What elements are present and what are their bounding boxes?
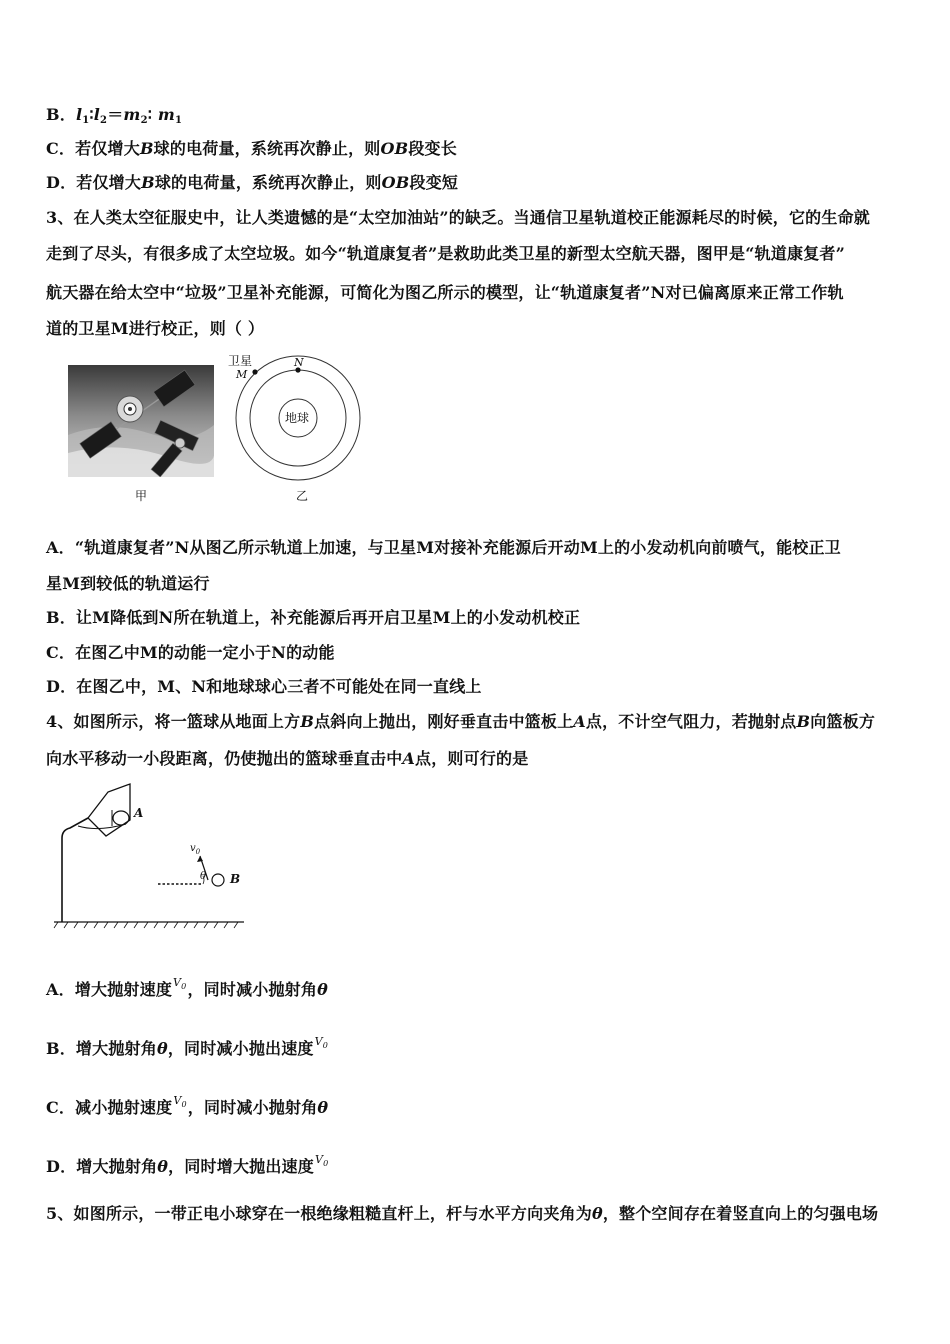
label-b: B <box>230 872 241 886</box>
q3-option-a-line-2: 星M到较低的轨道运行 <box>46 574 210 593</box>
basketball-diagram <box>48 780 248 930</box>
q2-option-c: C．若仅增大B球的电荷量，系统再次静止，则OB段变长 <box>46 139 457 158</box>
q4-option-d: D．增大抛射角θ，同时增大抛出速度$^{V_0}$ <box>46 1153 329 1176</box>
satellite-label: 卫星 <box>228 354 253 368</box>
q3-stem-line-3: 航天器在给太空中“垃圾”卫星补充能源，可简化为图乙所示的模型，让“轨道康复者”N对已偏离原来正常工作轨 <box>46 283 844 302</box>
q3-figure-yi <box>222 350 372 485</box>
q3-stem-line-2: 走到了尽头，有很多成了太空垃圾。如今“轨道康复者”是救助此类卫星的新型太空航天器，图甲是“轨道康复者” <box>46 244 846 263</box>
label-n: N <box>294 356 304 369</box>
q2-option-d: D．若仅增大B球的电荷量，系统再次静止，则OB段变短 <box>46 173 459 192</box>
label-a: A <box>134 806 144 820</box>
q4-stem-line-1: 4、如图所示，将一篮球从地面上方B点斜向上抛出，刚好垂直击中篮板上A点，不计空气阻力，若抛射点B向篮板方 <box>46 712 876 731</box>
q5-stem-line-1: 5、如图所示，一带正电小球穿在一根绝缘粗糙直杆上，杆与水平方向夹角为θ，整个空间存在着竖直向上的匀强电场 <box>46 1204 879 1223</box>
q3-stem-line-4: 道的卫星M进行校正，则（ ） <box>46 319 265 338</box>
q3-figure-jia <box>68 365 214 477</box>
q3-stem-line-1: 3、在人类太空征服史中，让人类遗憾的是“太空加油站”的缺乏。当通信卫星轨道校正能源耗尽的时候，它的生命就 <box>46 208 870 227</box>
q3-option-c: C．在图乙中M的动能一定小于N的动能 <box>46 643 335 662</box>
q4-stem-line-2: 向水平移动一小段距离，仍使抛出的篮球垂直击中A点，则可行的是 <box>46 749 529 768</box>
q4-option-c: C．减小抛射速度$^{V_0}$，同时减小抛射角θ <box>46 1094 329 1117</box>
label-v0: $v_0$ <box>190 843 201 856</box>
figure-caption-jia: 甲 <box>135 489 148 503</box>
q4-option-b: B．增大抛射角θ，同时减小抛出速度$^{V_0}$ <box>46 1035 329 1058</box>
q4-figure-basketball <box>48 780 248 930</box>
q2-option-b: B．$l_1∶l_2=m_2∶$ $m_1$ <box>46 105 183 126</box>
label-theta: θ <box>200 871 207 882</box>
q3-option-d: D．在图乙中，M、N和地球球心三者不可能处在同一直线上 <box>46 677 482 696</box>
satellite-m-dot <box>252 369 257 374</box>
q3-option-b: B．让M降低到N所在轨道上，补充能源后再开启卫星M上的小发动机校正 <box>46 608 581 627</box>
figure-caption-yi: 乙 <box>296 489 309 503</box>
q4-option-a: A．增大抛射速度$^{V_0}$，同时减小抛射角θ <box>46 976 328 999</box>
label-earth: 地球 <box>285 411 310 425</box>
satellite-photo <box>68 365 214 477</box>
label-m: M <box>236 368 248 381</box>
q3-option-a-line-1: A．“轨道康复者”N从图乙所示轨道上加速，与卫星M对接补充能源后开动M上的小发动机向前喷气，能校正卫 <box>46 538 841 557</box>
